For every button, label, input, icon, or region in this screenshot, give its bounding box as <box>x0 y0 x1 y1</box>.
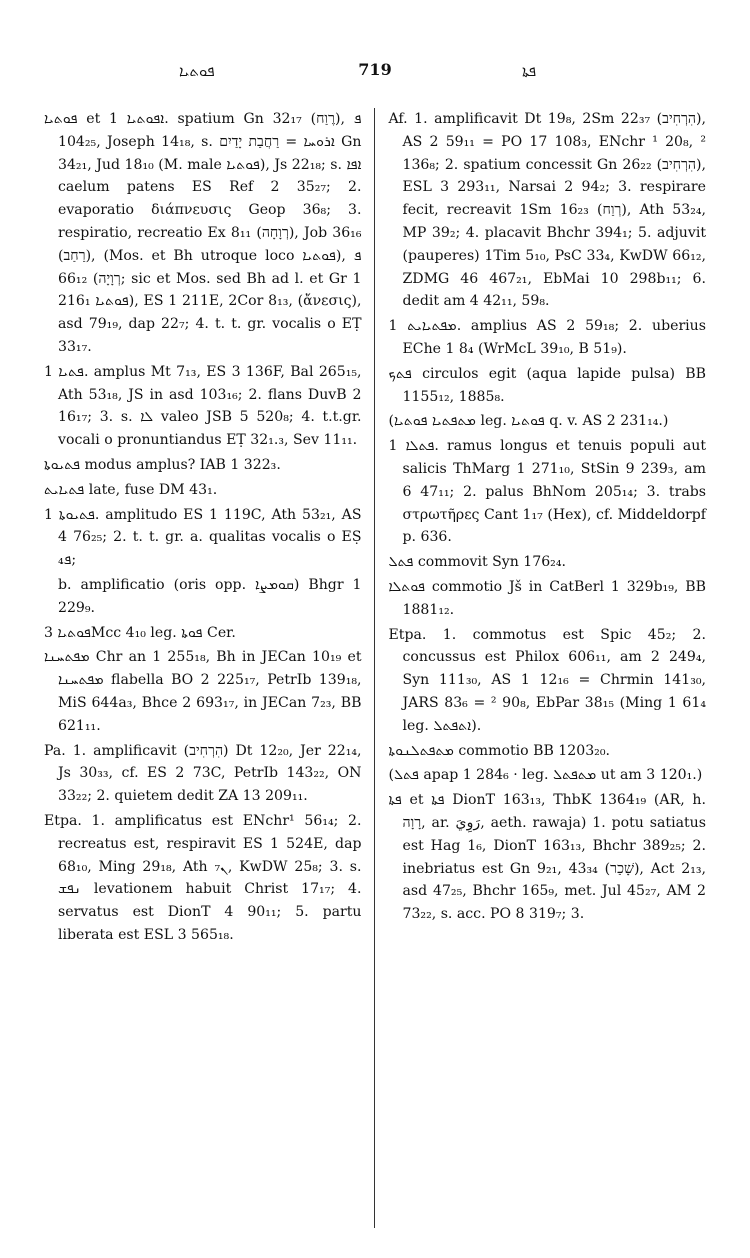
dictionary-entry: ܦܘܬܝܐ 3Mcc 4₁₀ leg. ܦܘܬܐ Cer. <box>44 624 236 641</box>
dictionary-entry: ܦܬܝܐ 1. amplus Mt 7₁₃, ES 3 136F, Bal 265₁₅, Ath 53₁₈, JS in asd 103₁₆; 2. flans DuvB 2 16₁₇; 3. s. ܠܐ valeo JSB 5 520₈; 4. t.t.gr. vocali o pronuntiandus EṬ 32₁.₃, Sev 11₁₁. <box>44 363 362 449</box>
dictionary-entry: ܦܘܬܠܐ commotio Jš in CatBerl 1 329b₁₉, BB 1881₁₂. <box>388 578 706 618</box>
page-header <box>44 62 706 96</box>
dictionary-entry: Af. 1. amplificavit Dt 19₈, 2Sm 22₃₇ (הִרְחִיב), AS 2 59₁₁ = PO 17 108₃, ENchr ¹ 20₈, ² 136₈; 2. spatium concessit Gn 26₂₂ (הִרְחִיב), ESL 3 293₁₁, Narsai 2 94₂; 3. respirare fecit, recreavit 1Sm 16₂₃ (רְוַח), Ath 53₂₄, MP 39₂; 4. placavit Bhchr 394₁; 5. adjuvit (pauperes) 1Tim 5₁₀, PsC 33₄, KwDW 66₁₂, ZDMG 46 467₂₁, EbMai 10 298b₁₁; 6. dedit am 4 42₁₁, 59₈. <box>388 111 707 310</box>
header-right-word: ܦܬܐ <box>522 62 537 80</box>
dictionary-entry: Etpa. 1. commotus est Spic 45₂; 2. concussus est Philox 606₁₁, am 2 249₄, Syn 111₃₀, AS 1 12₁₆ = Chrmin 141₃₀, JARS 83₆ = ² 90₈, EbPar 38₁₅ (Ming 1 61₄ leg. ܐܬܦܬܠ). <box>388 626 706 734</box>
dictionary-entry: Etpa. 1. amplificatus est ENchr¹ 56₁₄; 2. recreatus est, respiravit ES 1 524E, dap 68₁₀, Ming 29₁₈, Ath ܢ₇, KwDW 25₈; 3. s. ܢܦܫ levationem habuit Christ 17₁₇; 4. servatus est DionT 4 90₁₁; 5. partu liberata est ESL 3 565₁₈. <box>44 812 362 943</box>
dictionary-entry: ܦܬܟ circulos egit (aqua lapide pulsa) BB 1155₁₂, 1885₈. <box>388 365 706 405</box>
dictionary-entry: ܡܦܬܝܐܝܬ 1. amplius AS 2 59₁₈; 2. uberius EChe 1 8₄ (WrMcL 39₁₀, B 51₉). <box>388 318 706 357</box>
dictionary-entry: ܦܬܝܘܬܐ modus amplus? IAB 1 322₃. <box>44 456 281 473</box>
dictionary-entry: ܦܬܐ et ܦܬܐ DionT 163₁₃, ThbK 1364₁₉ (AR, h. רָוָה, ar. رَوِيَ, aeth. rawaja) 1. potu satiatus est Hag 1₆, DionT 163₁₃, Bhchr 389₂₅; 2. inebriatus est Gn 9₂₁, 43₃₄ (שָׁכַר), Act 2₁₃, asd 47₂₅, Bhchr 165₉, met. Jul 45₂₇, AM 2 73₂₂, s. acc. PO 8 319₇; 3. <box>388 792 707 923</box>
dictionary-entry: ܦܬܝܘܬܐ 1. amplitudo ES 1 119C, Ath 53₂₁, AS 4 76₂₅; 2. t. t. gr. a. qualitas vocalis o EṢ ܦ₄; <box>44 506 362 569</box>
right-column <box>375 108 707 1228</box>
dictionary-entry: ܦܬܝܐܝܬ late, fuse DM 43₁. <box>44 481 218 498</box>
page-number: 719 <box>358 60 392 79</box>
left-column <box>44 108 374 1228</box>
dictionary-entry: Pa. 1. amplificavit (הִרְחִיב) Dt 12₂₀, Jer 22₁₄, Js 30₃₃, cf. ES 2 73C, PetrIb 143₂₂, ON 33₂₂; 2. quietem dedit ZA 13 209₁₁. <box>44 742 362 805</box>
dictionary-entry: ܡܬܦܬܠܢܘܬܐ commotio BB 1203₂₀. <box>388 742 610 759</box>
dictionary-entry: ܦܬܠ commovit Syn 176₂₄. <box>388 554 566 571</box>
dictionary-entry: ܦܬܠܐ 1. ramus longus et tenuis populi aut salicis ThMarg 1 271₁₀, StSin 9 239₃, am 6 47₁₁; 2. palus BhNom 205₁₄; 3. trabs στρωτῆρες Cant 1₁₇ (Hex), cf. Middeldorpf p. 636. <box>388 438 706 546</box>
dictionary-entry-continuation: b. amplificatio (oris opp. ܩܘܡܨܐ) Bhgr 1 229₉. <box>58 576 362 616</box>
dictionary-entry: (ܡܬܦܬܝܐ ܦܘܬܝܐ leg. ܦܘܬܝܐ q. v. AS 2 231₁₄.) <box>388 413 669 430</box>
dictionary-entry: (ܦܬܠ apap 1 284₆ · leg. ܡܬܦܬܠ ut am 3 120₁.) <box>388 767 703 784</box>
dictionary-entry: ܡܦܬܚܢܐ Chr an 1 255₁₈, Bh in JECan 10₁₉ et ܡܦܬܚܢܐ flabella BO 2 225₁₇, PetrIb 139₁₈, MiS 644a₃, Bhce 2 693₁₇, in JECan 7₂₃, BB 621₁₁. <box>44 649 362 734</box>
two-column-body <box>44 108 706 1228</box>
dictionary-entry: ܦܘܬܝܐ et ܐܦܘܬܝܐ 1. spatium Gn 32₁₇ (רֶוַח), ܦ 104₂₅, Joseph 14₁₈, s. ܐܪܘܚܐ = רַחֲבַת יָדַיִם Gn 34₂₁, Jud 18₁₀ (M. male ܦܘܬܝܐ), Js 22₁₈; s. ܐܦܐ caelum patens ES Ref 2 35₂₇; 2. evaporatio διάπνευσις Geop 36₈; 3. respiratio, recreatio Ex 8₁₁ (רְוָחָה), Job 36₁₆ (רַחַב), (Mos. et Bh utroque loco ܦܘܬܝܐ), ܦ 66₁₂ (רְוָיָה; sic et Mos. sed Bh ad l. et Gr 1 216₁ ܦܘܬܝܐ), ES 1 211E, 2Cor 8₁₃, (ἄνεσις), asd 79₁₉, dap 22₇; 4. t. t. gr. vocalis o EṬ 33₁₇. <box>44 111 362 355</box>
header-left-word: ܦܘܬܝܐ <box>179 62 215 80</box>
